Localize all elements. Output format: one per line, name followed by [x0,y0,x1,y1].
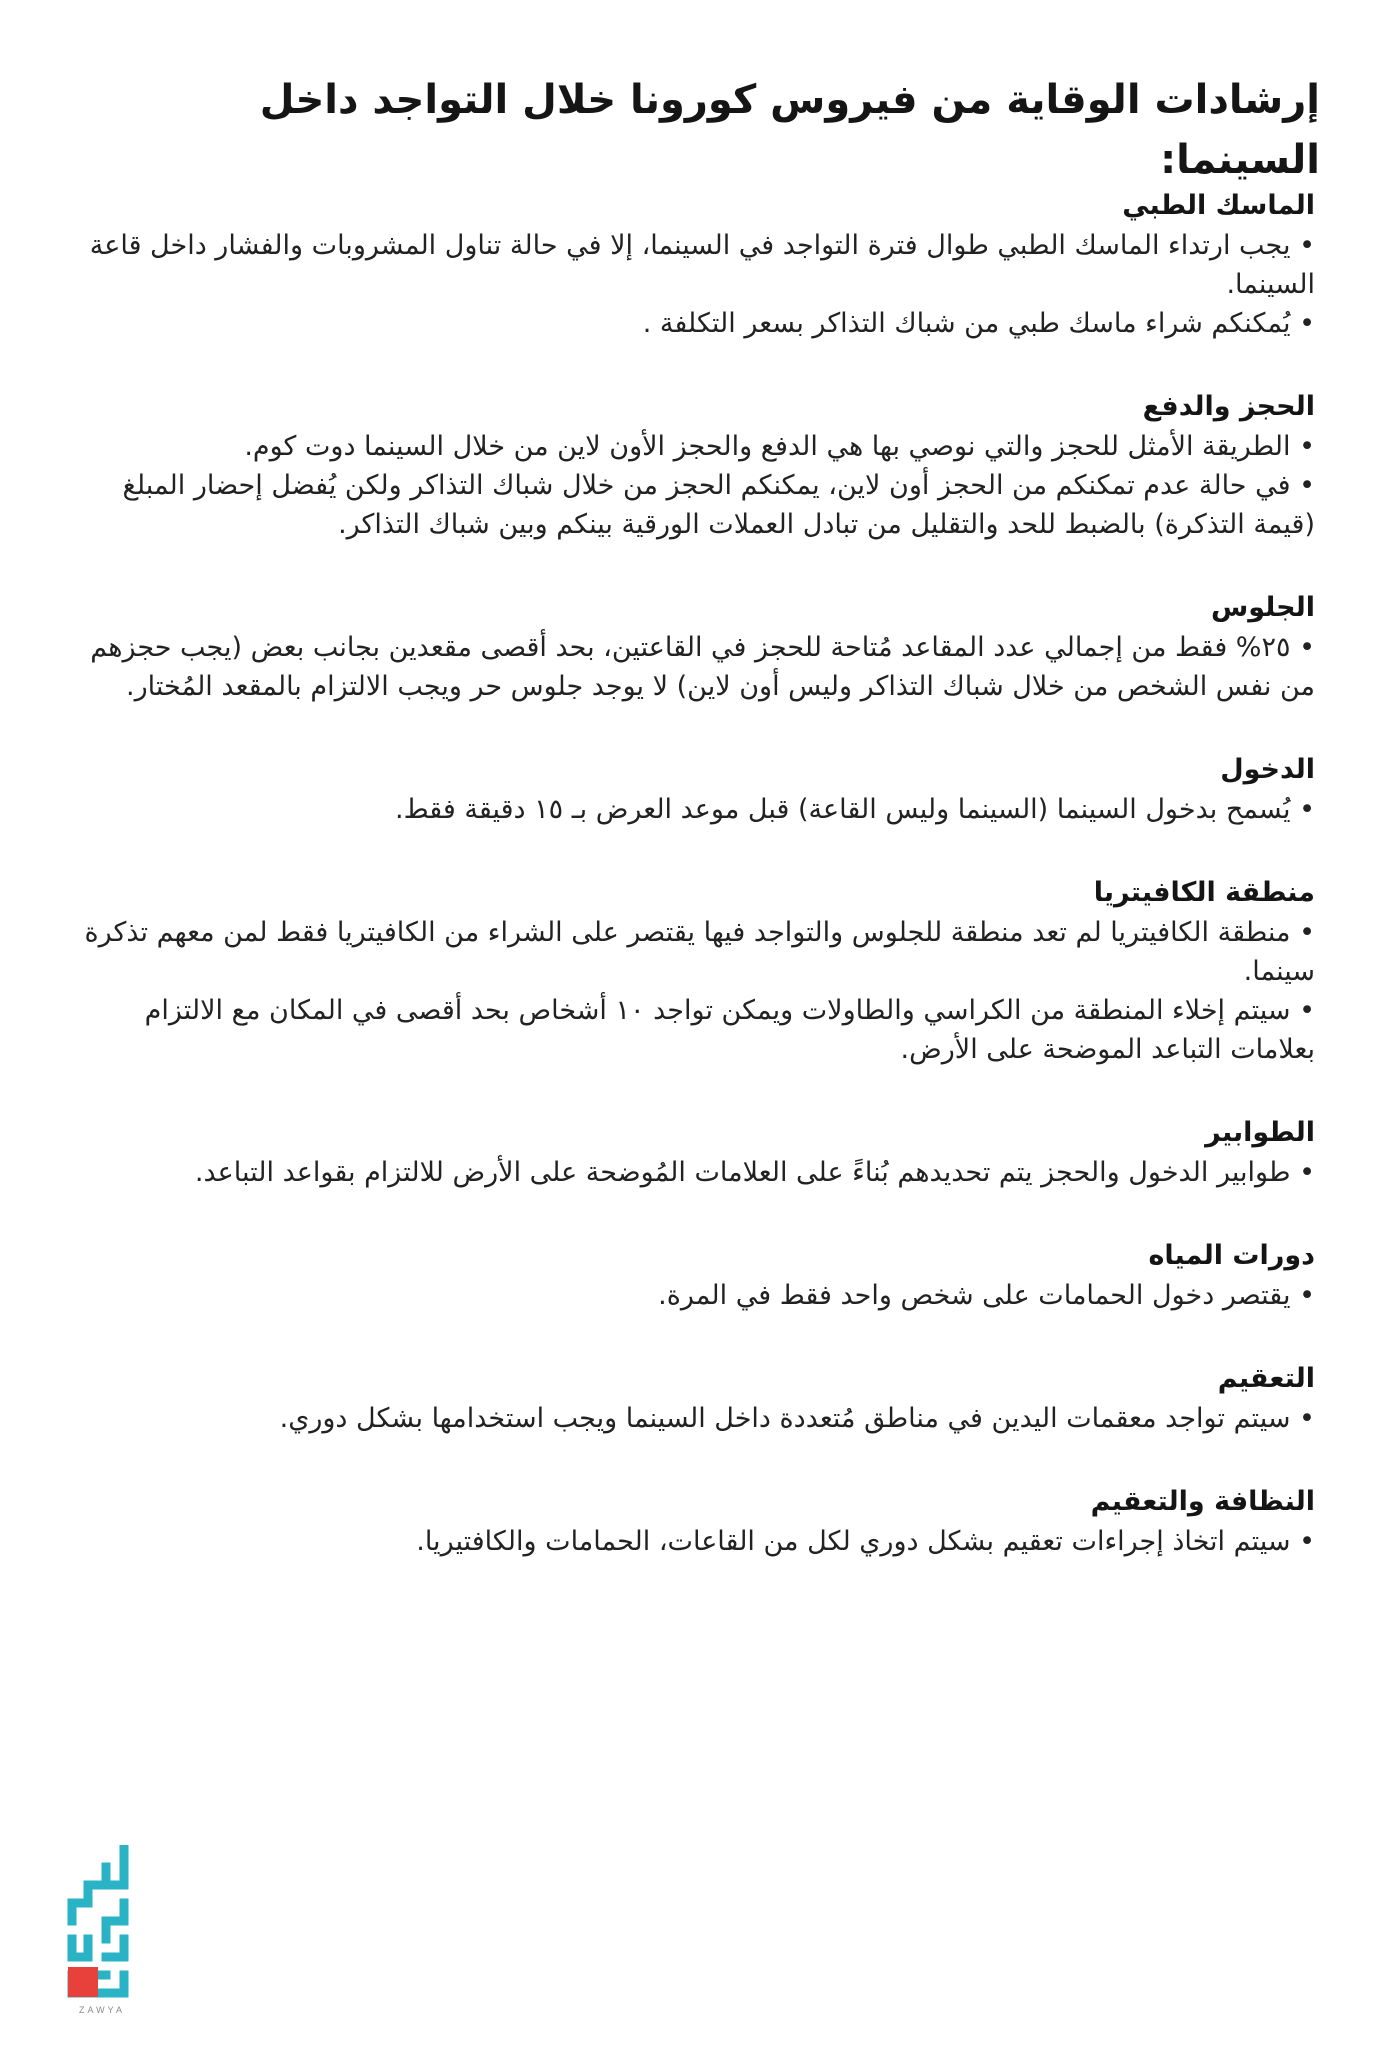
section-heading: الحجز والدفع [1142,391,1315,422]
page-title: إرشادات الوقاية من فيروس كورونا خلال التواجد داخل السينما: [259,77,1320,183]
guideline-bullet: • يُمكنكم شراء ماسك طبي من شباك التذاكر بسعر التكلفة . [642,308,1315,339]
guideline-section [75,588,1315,706]
section-heading: منطقة الكافيتريا [1093,877,1315,908]
guideline-bullet: • ٢٥% فقط من إجمالي عدد المقاعد مُتاحة للحجز في القاعتين، بحد أقصى مقعدين بجانب بعض (يجب حجزهم من نفس الشخص من خلال شباك التذاكر وليس أون لاين) لا يوجد جلوس حر ويجب الالتزام بالمقعد المُختار. [90,632,1315,702]
guidelines-content [75,186,1315,1605]
guideline-bullet: • يقتصر دخول الحمامات على شخص واحد فقط في المرة. [658,1280,1315,1311]
guideline-section [75,1359,1315,1438]
zawya-logo-icon [66,1845,138,2001]
guideline-section [75,873,1315,1069]
guideline-bullet: • في حالة عدم تمكنكم من الحجز أون لاين، يمكنكم الحجز من خلال شباك التذاكر ولكن يُفضل إحضار المبلغ (قيمة التذكرة) بالضبط للحد والتقليل من تبادل العملات الورقية بينكم وبين شباك التذاكر. [122,470,1315,540]
guideline-section [75,387,1315,544]
section-heading: الدخول [1220,754,1315,785]
guideline-section [75,1113,1315,1192]
section-heading: دورات المياه [1148,1240,1315,1271]
section-heading: التعقيم [1217,1363,1315,1394]
section-heading: الطوابير [1205,1117,1315,1148]
guideline-bullet: • طوابير الدخول والحجز يتم تحديدهم بُناءً على العلامات المُوضحة على الأرض للالتزام بقواعد التباعد. [194,1157,1315,1188]
guideline-bullet: • سيتم اتخاذ إجراءات تعقيم بشكل دوري لكل من القاعات، الحمامات والكافتيريا. [416,1526,1315,1557]
zawya-logo-text: ZAWYA [79,2005,125,2015]
guideline-bullet: • الطريقة الأمثل للحجز والتي نوصي بها هي الدفع والحجز الأون لاين من خلال السينما دوت كوم. [244,431,1315,462]
zawya-logo [66,1845,138,2023]
section-heading: الماسك الطبي [1122,190,1315,221]
guideline-section [75,1482,1315,1561]
guideline-section [75,186,1315,343]
guideline-bullet: • يجب ارتداء الماسك الطبي طوال فترة التواجد في السينما، إلا في حالة تناول المشروبات والفشار داخل قاعة السينما. [89,230,1315,300]
guideline-bullet: • سيتم تواجد معقمات اليدين في مناطق مُتعددة داخل السينما ويجب استخدامها بشكل دوري. [279,1403,1315,1434]
guideline-section [75,1236,1315,1315]
guideline-bullet: • سيتم إخلاء المنطقة من الكراسي والطاولات ويمكن تواجد ١٠ أشخاص بحد أقصى في المكان مع الالتزام بعلامات التباعد الموضحة على الأرض. [144,995,1315,1065]
section-heading: النظافة والتعقيم [1090,1486,1315,1517]
guideline-section [75,750,1315,829]
section-heading: الجلوس [1210,592,1315,623]
guideline-bullet: • يُسمح بدخول السينما (السينما وليس القاعة) قبل موعد العرض بـ ١٥ دقيقة فقط. [395,794,1315,825]
guideline-bullet: • منطقة الكافيتريا لم تعد منطقة للجلوس والتواجد فيها يقتصر على الشراء من الكافيتريا فقط لمن معهم تذكرة سينما. [84,917,1315,987]
